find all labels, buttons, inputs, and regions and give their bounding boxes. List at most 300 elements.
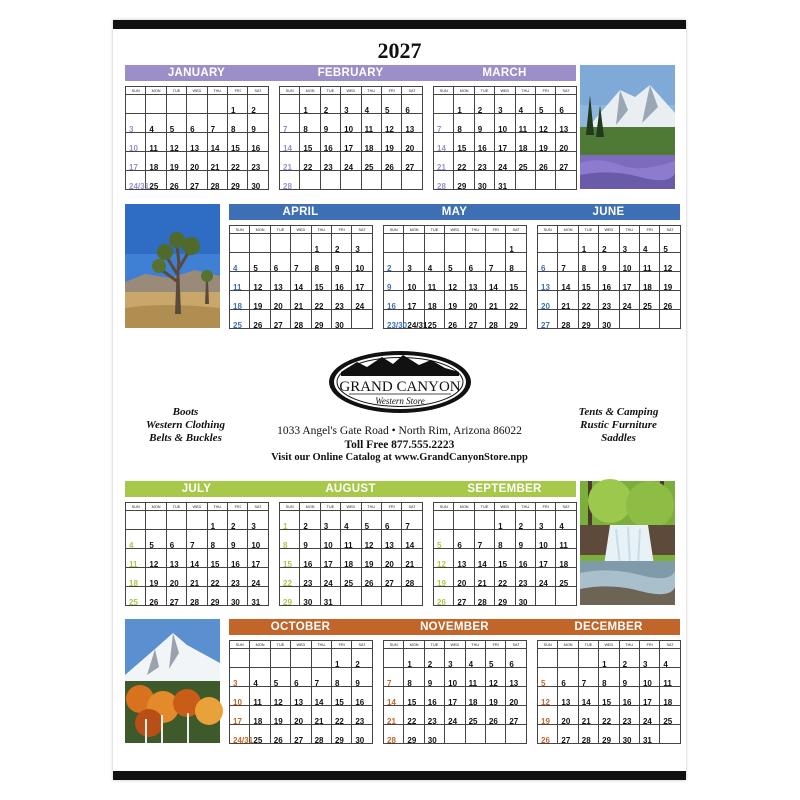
day-cell <box>558 272 578 291</box>
week-row <box>230 706 373 725</box>
day-number: 2 <box>303 522 308 531</box>
day-cell <box>506 253 526 272</box>
day-number: 18 <box>233 302 242 311</box>
day-number: 3 <box>233 679 238 688</box>
day-cell <box>228 511 248 530</box>
day-number: 26 <box>273 736 283 745</box>
day-cell <box>660 253 680 272</box>
day-number: 2 <box>518 522 524 531</box>
day-cell <box>486 291 506 310</box>
day-number: 21 <box>488 302 498 311</box>
day-number: 14 <box>210 144 220 153</box>
day-cell <box>352 649 372 668</box>
day-number: 20 <box>169 579 179 588</box>
day-cell <box>248 152 268 171</box>
day-cell <box>640 310 660 329</box>
day-number: 23 <box>334 302 344 311</box>
month-name: JUNE <box>592 206 625 218</box>
week-row <box>280 511 423 530</box>
day-number: 3 <box>323 522 329 531</box>
day-cell <box>538 668 558 687</box>
week-row <box>126 549 269 568</box>
day-cell <box>506 687 526 706</box>
day-cell <box>187 568 207 587</box>
day-cell <box>516 114 536 133</box>
day-number: 25 <box>344 579 354 588</box>
day-cell <box>495 133 515 152</box>
day-number: 31 <box>642 736 652 745</box>
day-cell <box>321 114 341 133</box>
day-cell <box>556 133 576 152</box>
day-cell <box>599 649 619 668</box>
day-cell <box>341 511 361 530</box>
day-cell <box>208 549 228 568</box>
day-cell <box>558 253 578 272</box>
day-cell <box>341 171 361 190</box>
day-cell <box>250 668 270 687</box>
day-number: 21 <box>294 302 304 311</box>
day-cell <box>321 152 341 171</box>
day-number: 26 <box>253 321 263 330</box>
day-number: 6 <box>405 106 410 115</box>
day-cell <box>228 133 248 152</box>
day-cell <box>382 171 402 190</box>
weekday-label: FRI <box>332 641 352 649</box>
day-number: 19 <box>663 283 673 292</box>
weekday-label: WED <box>341 503 361 511</box>
week-row <box>434 511 577 530</box>
day-number: 25 <box>518 163 528 172</box>
day-number: 26 <box>541 736 550 745</box>
week-row <box>384 706 527 725</box>
weekday-label: SAT <box>660 226 680 234</box>
day-number: 31 <box>323 598 333 607</box>
day-cell <box>640 687 660 706</box>
left-tag: Boots <box>172 406 199 418</box>
day-number: 16 <box>602 283 612 292</box>
day-number: 2 <box>622 660 628 669</box>
day-number: 17 <box>622 283 632 292</box>
day-number: 4 <box>149 125 154 134</box>
day-number: 3 <box>355 245 360 254</box>
day-cell <box>341 114 361 133</box>
day-cell <box>475 568 495 587</box>
day-number: 7 <box>437 125 442 134</box>
day-cell <box>382 152 402 171</box>
day-cell <box>332 272 352 291</box>
left-tag: Western Clothing <box>146 419 225 431</box>
day-cell <box>516 530 536 549</box>
day-cell <box>466 706 486 725</box>
day-number: 6 <box>169 541 175 550</box>
day-cell <box>146 549 166 568</box>
week-row <box>538 291 681 310</box>
day-number: 27 <box>273 321 283 330</box>
day-number: 9 <box>622 679 628 688</box>
day-cell <box>312 649 332 668</box>
day-number: 24 <box>622 302 632 311</box>
weekday-label: THU <box>516 503 536 511</box>
day-cell <box>332 310 352 329</box>
day-cell <box>599 310 619 329</box>
day-number: 27 <box>561 736 571 745</box>
day-cell <box>230 687 250 706</box>
weekday-label: WED <box>495 503 515 511</box>
day-number: 21 <box>477 579 487 588</box>
day-number: 30 <box>602 321 612 330</box>
day-number: 15 <box>303 144 313 153</box>
bottom-binding-strip <box>113 771 686 780</box>
day-number: 16 <box>427 698 437 707</box>
day-cell <box>382 114 402 133</box>
day-number: 27 <box>559 163 569 172</box>
day-number: 17 <box>407 302 417 311</box>
day-number: 14 <box>488 283 498 292</box>
weekday-label: MON <box>250 226 270 234</box>
day-cell <box>167 511 187 530</box>
weekday-label: SAT <box>248 503 268 511</box>
day-number: 29 <box>509 321 519 330</box>
weekday-label: FRI <box>228 503 248 511</box>
day-cell <box>291 310 311 329</box>
day-cell <box>382 511 402 530</box>
day-cell <box>321 511 341 530</box>
day-cell <box>352 687 372 706</box>
day-cell <box>538 706 558 725</box>
day-cell <box>167 152 187 171</box>
week-row <box>230 725 373 744</box>
day-number: 22 <box>230 163 240 172</box>
day-number: 17 <box>251 560 261 569</box>
day-number: 21 <box>210 163 220 172</box>
day-cell <box>382 587 402 606</box>
day-cell <box>495 587 515 606</box>
day-cell <box>506 310 526 329</box>
day-number: 27 <box>541 321 550 330</box>
day-cell <box>352 272 372 291</box>
week-row <box>538 253 681 272</box>
day-cell <box>495 171 515 190</box>
day-number: 9 <box>334 264 340 273</box>
day-number: 15 <box>230 144 240 153</box>
day-cell <box>271 687 291 706</box>
day-number: 23 <box>477 163 487 172</box>
day-cell <box>280 530 300 549</box>
week-row <box>384 310 527 329</box>
day-cell <box>536 152 556 171</box>
day-cell <box>506 668 526 687</box>
weekday-label: TUE <box>167 87 187 95</box>
day-cell <box>516 511 536 530</box>
month-grid <box>433 502 577 606</box>
weekday-label: MON <box>300 87 320 95</box>
day-cell <box>404 291 424 310</box>
day-number: 2 <box>334 245 340 254</box>
week-row <box>538 706 681 725</box>
day-cell <box>167 95 187 114</box>
store-address: 1033 Angel's Gate Road • North Rim, Arizona 86022 <box>277 425 522 437</box>
day-cell <box>454 114 474 133</box>
weekday-label: MON <box>146 87 166 95</box>
day-number: 28 <box>561 321 571 330</box>
weekday-label: THU <box>620 641 640 649</box>
week-row <box>126 568 269 587</box>
day-number: 22 <box>602 717 612 726</box>
day-cell <box>248 95 268 114</box>
day-number: 28 <box>387 736 396 745</box>
day-number: 22 <box>581 302 591 311</box>
day-cell <box>516 133 536 152</box>
day-cell <box>640 668 660 687</box>
day-cell <box>352 310 372 329</box>
day-cell <box>300 152 320 171</box>
day-cell <box>228 95 248 114</box>
day-cell <box>250 687 270 706</box>
weekday-label: TUE <box>321 87 341 95</box>
day-number: 5 <box>384 106 390 115</box>
day-cell <box>425 706 445 725</box>
day-cell <box>291 234 311 253</box>
day-cell <box>321 587 341 606</box>
weekday-label: TUE <box>167 503 187 511</box>
day-cell <box>312 668 332 687</box>
day-number: 20 <box>190 163 200 172</box>
weekday-label: SUN <box>126 87 146 95</box>
right-tag: Rustic Furniture <box>580 419 657 431</box>
day-number: 9 <box>355 679 360 688</box>
day-number: 7 <box>581 679 587 688</box>
weekday-label: TUE <box>425 226 445 234</box>
day-cell <box>271 234 291 253</box>
weekday-label: MON <box>250 641 270 649</box>
day-cell <box>312 234 332 253</box>
day-number: 19 <box>253 302 263 311</box>
month-name: FEBRUARY <box>317 67 384 79</box>
day-cell <box>271 725 291 744</box>
day-cell <box>660 291 680 310</box>
day-number: 24 <box>355 302 365 311</box>
weekday-label: SAT <box>352 641 372 649</box>
day-number: 14 <box>387 698 396 707</box>
day-cell <box>382 549 402 568</box>
day-cell <box>620 649 640 668</box>
day-number: 6 <box>384 522 390 531</box>
day-cell <box>362 152 382 171</box>
weekday-label: SUN <box>230 226 250 234</box>
day-number: 7 <box>405 522 410 531</box>
day-cell <box>506 234 526 253</box>
day-cell <box>425 253 445 272</box>
day-cell <box>126 133 146 152</box>
day-cell <box>300 587 320 606</box>
day-cell <box>445 687 465 706</box>
day-number: 23 <box>251 163 261 172</box>
day-cell <box>445 291 465 310</box>
day-cell <box>660 310 680 329</box>
day-cell <box>495 530 515 549</box>
day-number: 30 <box>251 182 261 191</box>
week-row <box>538 234 681 253</box>
day-cell <box>506 706 526 725</box>
day-cell <box>230 668 250 687</box>
day-cell <box>250 234 270 253</box>
day-cell <box>332 687 352 706</box>
day-cell <box>516 95 536 114</box>
day-cell <box>425 272 445 291</box>
day-cell <box>300 530 320 549</box>
day-number: 1 <box>581 245 587 254</box>
day-number: 29 <box>602 736 612 745</box>
weekday-label: MON <box>454 87 474 95</box>
logo-line-1: GRAND CANYON <box>339 379 461 395</box>
day-cell <box>454 511 474 530</box>
day-number: 2 <box>230 522 236 531</box>
weekday-label: SUN <box>384 226 404 234</box>
day-number: 20 <box>405 144 415 153</box>
day-number: 11 <box>559 541 568 550</box>
day-cell <box>579 234 599 253</box>
day-cell <box>126 549 146 568</box>
day-cell <box>332 706 352 725</box>
day-number: 16 <box>334 283 344 292</box>
day-number: 15 <box>314 283 324 292</box>
day-number: 27 <box>169 598 179 607</box>
day-number: 6 <box>541 264 546 273</box>
day-number: 25 <box>468 717 478 726</box>
day-number: 31 <box>498 182 508 191</box>
weekday-label: TUE <box>579 226 599 234</box>
weekday-label: SUN <box>280 503 300 511</box>
day-cell <box>445 253 465 272</box>
day-number: 27 <box>509 717 519 726</box>
day-number: 5 <box>253 264 258 273</box>
day-cell <box>280 114 300 133</box>
day-cell <box>536 511 556 530</box>
right-tag: Tents & Camping <box>578 406 659 418</box>
day-number: 30 <box>477 182 487 191</box>
day-number: 5 <box>437 541 442 550</box>
day-cell <box>300 171 320 190</box>
store-catalog: Visit our Online Catalog at www.GrandCanyonStore.npp <box>271 452 528 463</box>
day-cell <box>454 549 474 568</box>
day-cell <box>536 530 556 549</box>
day-number: 14 <box>190 560 200 569</box>
day-cell <box>475 133 495 152</box>
day-number: 20 <box>273 302 283 311</box>
weekday-label: THU <box>312 226 332 234</box>
weekday-label: THU <box>208 87 228 95</box>
day-cell <box>558 291 578 310</box>
day-number: 13 <box>457 560 467 569</box>
day-cell <box>126 95 146 114</box>
weekday-label: FRI <box>536 503 556 511</box>
day-cell <box>167 549 187 568</box>
day-cell <box>538 272 558 291</box>
day-number: 10 <box>622 264 632 273</box>
day-number: 15 <box>457 144 467 153</box>
day-cell <box>230 291 250 310</box>
day-cell <box>475 511 495 530</box>
day-cell <box>300 568 320 587</box>
day-cell <box>486 706 506 725</box>
day-cell <box>506 272 526 291</box>
week-row <box>126 171 269 190</box>
day-number: 13 <box>561 698 571 707</box>
month-grid <box>537 225 681 329</box>
day-number: 10 <box>407 283 417 292</box>
day-cell <box>445 649 465 668</box>
day-number: 19 <box>541 717 550 726</box>
day-cell <box>167 530 187 549</box>
week-row <box>280 171 423 190</box>
day-cell <box>384 687 404 706</box>
day-cell <box>362 568 382 587</box>
week-row <box>230 253 373 272</box>
day-number: 13 <box>273 283 283 292</box>
weekday-label: FRI <box>332 226 352 234</box>
day-number: 20 <box>509 698 519 707</box>
day-number: 22 <box>314 302 324 311</box>
weekday-header <box>384 226 527 234</box>
day-number: 5 <box>448 264 453 273</box>
day-cell <box>271 310 291 329</box>
week-row <box>230 310 373 329</box>
day-cell <box>466 234 486 253</box>
day-cell <box>556 568 576 587</box>
weekday-label: FRI <box>640 226 660 234</box>
day-cell <box>126 530 146 549</box>
day-cell <box>402 549 422 568</box>
day-number: 28 <box>210 182 220 191</box>
day-cell <box>341 95 361 114</box>
week-row <box>280 114 423 133</box>
day-cell <box>486 234 506 253</box>
day-cell <box>425 310 445 329</box>
weekday-label: MON <box>146 503 166 511</box>
day-number: 4 <box>427 264 433 273</box>
day-number: 21 <box>561 302 571 311</box>
week-row <box>280 587 423 606</box>
day-number: 23 <box>230 579 240 588</box>
day-cell <box>362 530 382 549</box>
day-cell <box>146 530 166 549</box>
day-cell <box>248 511 268 530</box>
day-cell <box>382 530 402 549</box>
day-cell <box>556 114 576 133</box>
day-number: 25 <box>253 736 263 745</box>
weekday-header <box>384 641 527 649</box>
day-number: 6 <box>457 541 462 550</box>
day-cell <box>506 725 526 744</box>
day-cell <box>495 549 515 568</box>
day-number: 12 <box>437 560 446 569</box>
day-cell <box>466 291 486 310</box>
week-row <box>434 530 577 549</box>
day-number: 18 <box>364 144 374 153</box>
day-number: 3 <box>622 245 628 254</box>
day-number: 25 <box>642 302 652 311</box>
day-cell <box>248 133 268 152</box>
day-number: 30 <box>355 736 365 745</box>
day-cell <box>271 272 291 291</box>
day-cell <box>454 530 474 549</box>
weekday-header <box>434 503 577 511</box>
week-row <box>384 687 527 706</box>
day-number: 16 <box>477 144 487 153</box>
day-number: 29 <box>283 598 292 607</box>
day-cell <box>228 587 248 606</box>
day-cell <box>538 687 558 706</box>
